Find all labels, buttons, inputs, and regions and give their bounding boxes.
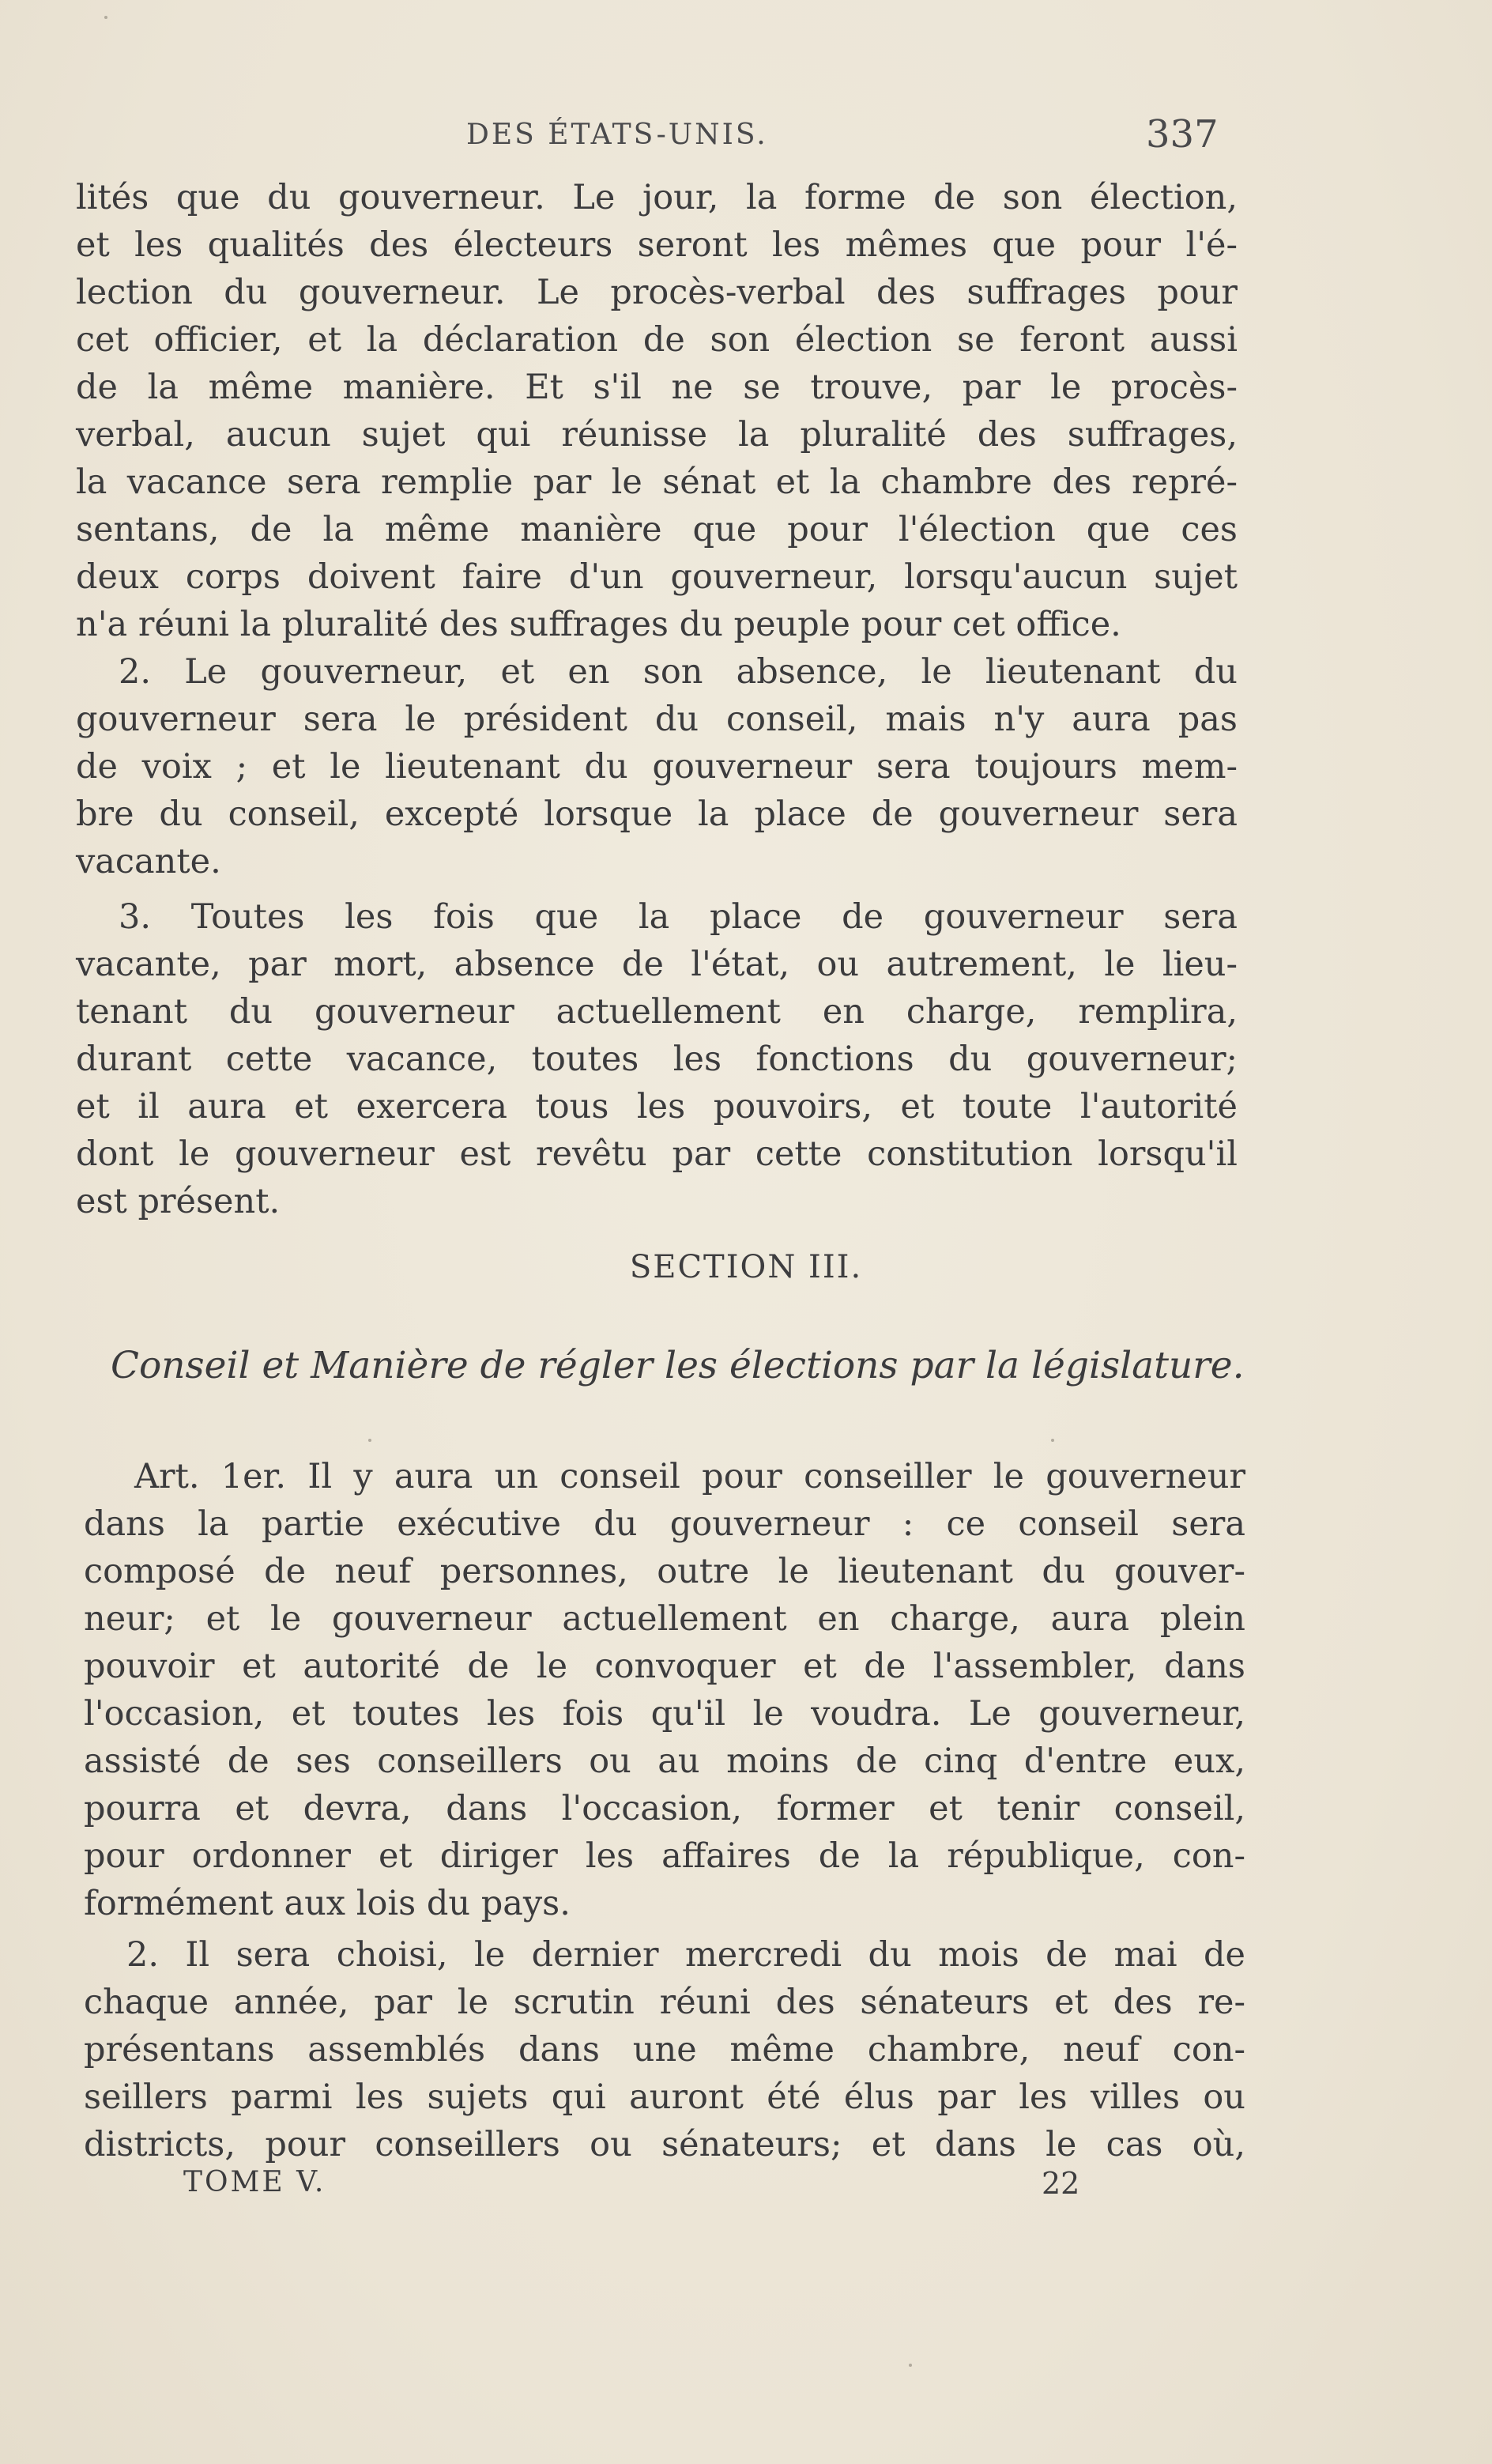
- page-number: 337: [1146, 112, 1219, 157]
- signature-number: 22: [1042, 2166, 1080, 2201]
- text-line: chaque année, par le scrutin réuni des sénateurs et des re-: [84, 1983, 1245, 2022]
- text-line: lités que du gouverneur. Le jour, la forme de son élection,: [76, 178, 1238, 217]
- text-line: vacante.: [76, 842, 221, 881]
- text-line: Art. 1er. Il y aura un conseil pour conseiller le gouverneur: [134, 1457, 1245, 1496]
- text-line: pour ordonner et diriger les affaires de la république, con-: [84, 1836, 1245, 1876]
- section-subtitle: Conseil et Manière de régler les élections par la législature.: [111, 1344, 1245, 1387]
- text-line: n'a réuni la pluralité des suffrages du peuple pour cet office.: [76, 605, 1121, 644]
- text-line: pouvoir et autorité de le convoquer et de l'assembler, dans: [84, 1647, 1245, 1686]
- paper-speck: [368, 1439, 371, 1442]
- text-line: assisté de ses conseillers ou au moins de cinq d'entre eux,: [84, 1741, 1245, 1781]
- text-line: neur; et le gouverneur actuellement en charge, aura plein: [84, 1599, 1245, 1639]
- text-line: bre du conseil, excepté lorsque la place de gouverneur sera: [76, 794, 1238, 834]
- section-heading: SECTION III.: [629, 1249, 863, 1285]
- text-line: cet officier, et la déclaration de son élection se feront aussi: [76, 320, 1238, 360]
- text-line: et les qualités des électeurs seront les mêmes que pour l'é-: [76, 225, 1238, 265]
- text-line: gouverneur sera le président du conseil, mais n'y aura pas: [76, 700, 1238, 739]
- text-line: présentans assemblés dans une même chambre, neuf con-: [84, 2030, 1245, 2070]
- running-head: DES ÉTATS-UNIS.: [466, 119, 768, 151]
- text-line: de voix ; et le lieutenant du gouverneur sera toujours mem-: [76, 747, 1238, 787]
- text-line: 2. Le gouverneur, et en son absence, le lieutenant du: [119, 652, 1238, 692]
- text-line: est présent.: [76, 1182, 281, 1221]
- text-line: vacante, par mort, absence de l'état, ou autrement, le lieu-: [76, 945, 1238, 984]
- text-line: pourra et devra, dans l'occasion, former et tenir conseil,: [84, 1789, 1245, 1828]
- text-line: durant cette vacance, toutes les fonctions du gouverneur;: [76, 1040, 1238, 1079]
- text-line: formément aux lois du pays.: [84, 1884, 571, 1923]
- text-line: lection du gouverneur. Le procès-verbal des suffrages pour: [76, 273, 1238, 312]
- text-line: sentans, de la même manière que pour l'élection que ces: [76, 510, 1238, 549]
- text-line: l'occasion, et toutes les fois qu'il le voudra. Le gouverneur,: [84, 1694, 1245, 1734]
- text-line: dans la partie exécutive du gouverneur : ce conseil sera: [84, 1504, 1245, 1544]
- text-line: tenant du gouverneur actuellement en charge, remplira,: [76, 992, 1238, 1032]
- text-line: verbal, aucun sujet qui réunisse la pluralité des suffrages,: [76, 415, 1238, 455]
- text-line: et il aura et exercera tous les pouvoirs, et toute l'autorité: [76, 1087, 1238, 1126]
- text-line: districts, pour conseillers ou sénateurs; et dans le cas où,: [84, 2125, 1245, 2164]
- text-line: 3. Toutes les fois que la place de gouverneur sera: [119, 897, 1238, 937]
- text-line: 2. Il sera choisi, le dernier mercredi du mois de mai de: [126, 1935, 1245, 1975]
- text-line: de la même manière. Et s'il ne se trouve, par le procès-: [76, 368, 1238, 407]
- signature-mark: TOME V.: [183, 2166, 326, 2198]
- paper-speck: [1051, 1439, 1054, 1442]
- text-line: composé de neuf personnes, outre le lieutenant du gouver-: [84, 1552, 1245, 1591]
- paper-speck: [909, 2364, 912, 2367]
- paper-speck: [104, 16, 107, 19]
- text-line: dont le gouverneur est revêtu par cette constitution lorsqu'il: [76, 1134, 1238, 1174]
- text-line: seillers parmi les sujets qui auront été élus par les villes ou: [84, 2077, 1245, 2117]
- text-line: deux corps doivent faire d'un gouverneur, lorsqu'aucun sujet: [76, 557, 1238, 597]
- text-line: la vacance sera remplie par le sénat et la chambre des repré-: [76, 462, 1238, 502]
